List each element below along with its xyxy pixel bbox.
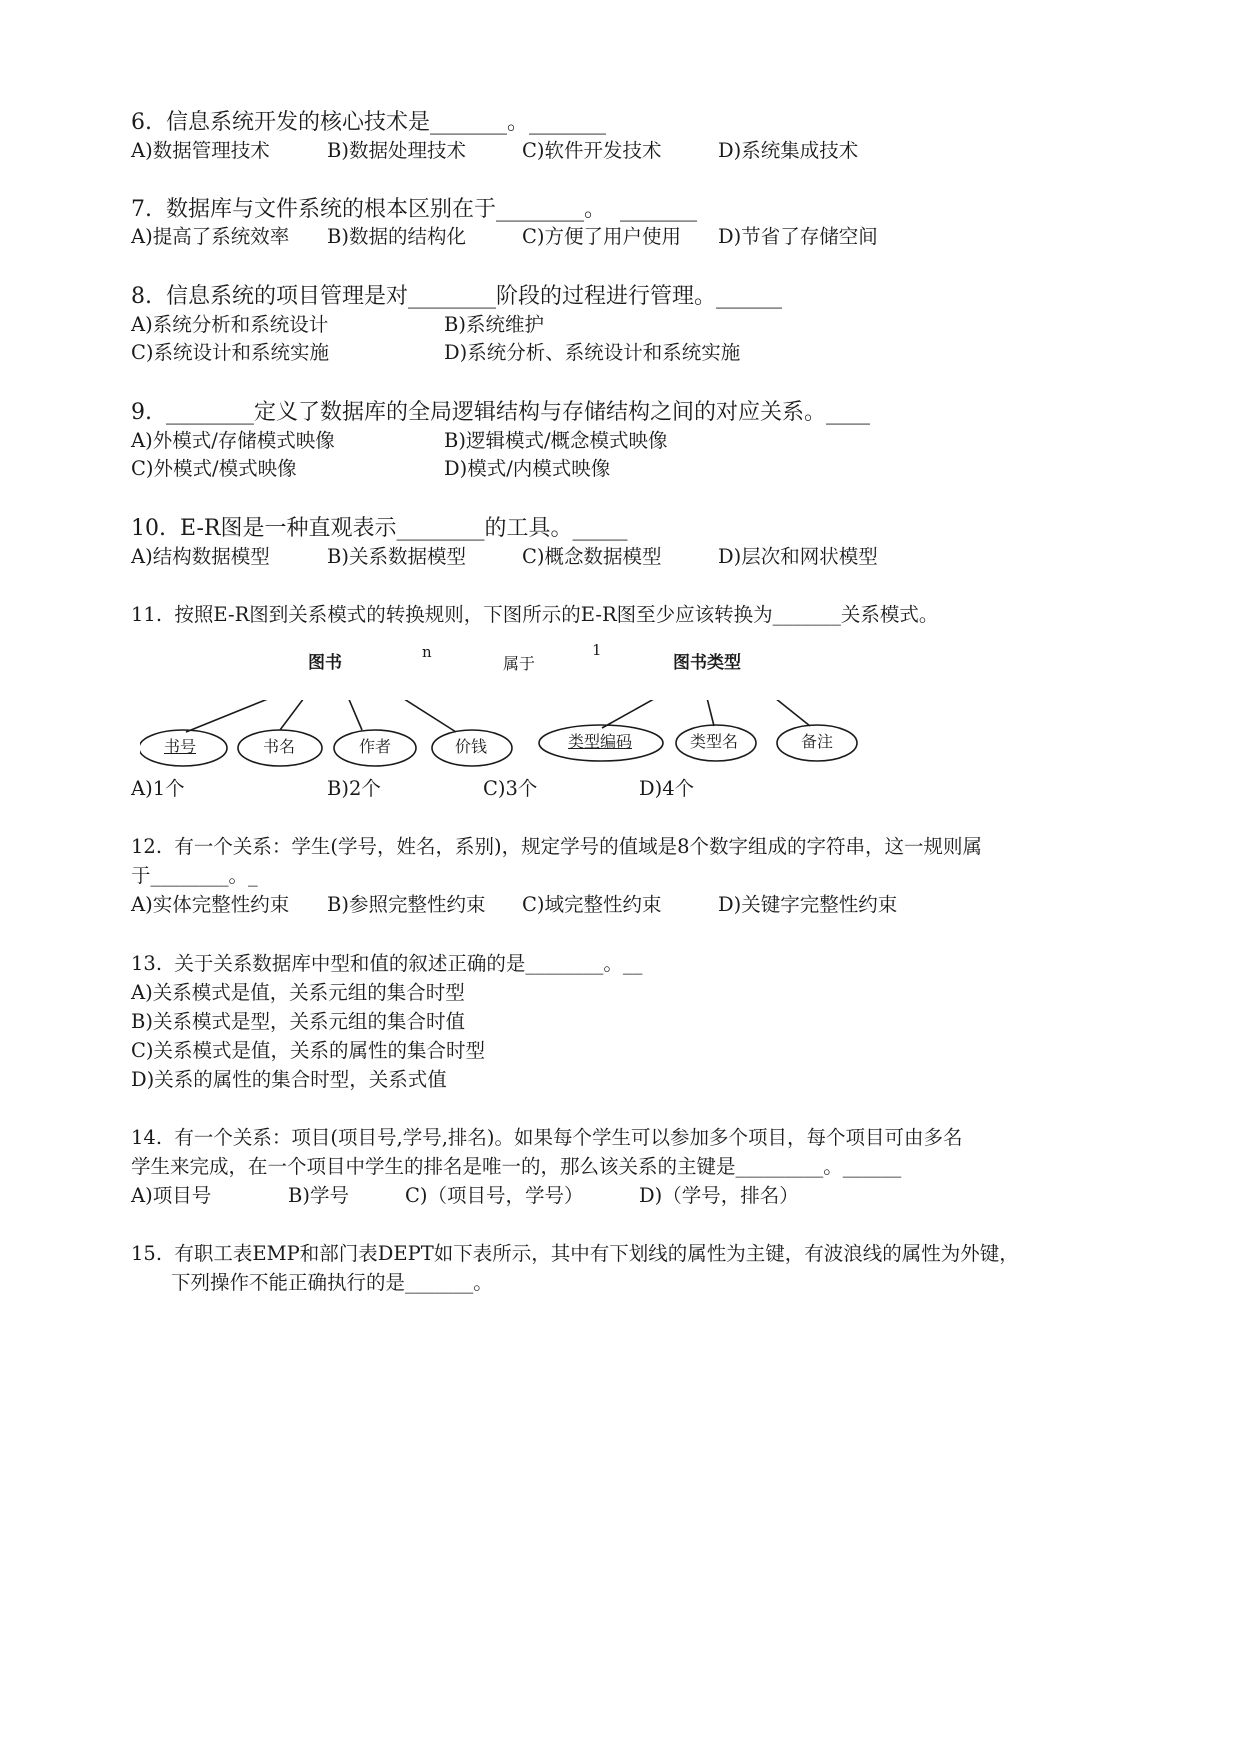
question-12-option-c: C)域完整性约束 xyxy=(522,893,662,916)
attribute-price: 价钱 xyxy=(455,737,488,756)
question-13-option-a: A)关系模式是值，关系元组的集合时型 xyxy=(131,981,465,1004)
question-10-option-b: B)关系数据模型 xyxy=(327,545,466,568)
question-7-option-a: A)提高了系统效率 xyxy=(131,225,290,248)
question-9-option-b: B)逻辑模式/概念模式映像 xyxy=(444,429,668,452)
question-10-option-c: C)概念数据模型 xyxy=(522,545,662,568)
question-13-stem: 13. 关于关系数据库中型和值的叙述正确的是________。__ xyxy=(131,952,643,975)
attribute-author: 作者 xyxy=(359,737,392,756)
relationship-label: 属于 xyxy=(503,654,536,673)
question-14-stem-line2: 学生来完成，在一个项目中学生的排名是唯一的，那么该关系的主键是_________。______ xyxy=(131,1155,902,1178)
question-11-option-b: B)2个 xyxy=(327,777,381,800)
question-10-stem: 10. E-R图是一种直观表示________的工具。_____ xyxy=(131,516,628,541)
cardinality-n: n xyxy=(422,643,432,661)
question-14-option-b: B)学号 xyxy=(288,1184,349,1207)
question-12-option-b: B)参照完整性约束 xyxy=(327,893,486,916)
question-8-stem: 8. 信息系统的项目管理是对________阶段的过程进行管理。______ xyxy=(131,284,782,309)
attribute-type-name: 类型名 xyxy=(690,732,739,751)
question-12-stem-line2: 于________。_ xyxy=(131,864,258,887)
question-10-option-d: D)层次和网状模型 xyxy=(718,545,878,568)
question-9-option-c: C)外模式/模式映像 xyxy=(131,457,297,480)
attribute-remark: 备注 xyxy=(801,732,834,751)
question-6-option-a: A)数据管理技术 xyxy=(131,139,270,162)
question-8-option-b: B)系统维护 xyxy=(444,313,544,336)
question-9-option-d: D)模式/内模式映像 xyxy=(444,457,611,480)
question-10-option-a: A)结构数据模型 xyxy=(131,545,270,568)
entity-book-label: 图书 xyxy=(308,653,342,673)
question-14-stem-line1: 14. 有一个关系：项目(项目号,学号,排名)。如果每个学生可以参加多个项目，每个项目可由多名 xyxy=(131,1126,963,1149)
question-14-option-d: D)（学号，排名） xyxy=(639,1184,799,1207)
attribute-type-code: 类型编码 xyxy=(568,732,633,751)
question-14-option-a: A)项目号 xyxy=(131,1184,212,1207)
question-11-stem: 11. 按照E-R图到关系模式的转换规则，下图所示的E-R图至少应该转换为_______关系模式。 xyxy=(131,603,939,626)
er-diagram xyxy=(140,700,870,780)
question-12-stem-line1: 12. 有一个关系：学生(学号，姓名，系别)，规定学号的值域是8个数字组成的字符串，这一规则属 xyxy=(131,835,983,858)
question-6-option-d: D)系统集成技术 xyxy=(718,139,859,162)
question-13-option-b: B)关系模式是型，关系元组的集合时值 xyxy=(131,1010,465,1033)
question-12-option-a: A)实体完整性约束 xyxy=(131,893,290,916)
entity-book-type-label: 图书类型 xyxy=(673,653,741,673)
cardinality-1: 1 xyxy=(592,641,602,659)
question-14-option-c: C)（项目号，学号） xyxy=(405,1184,584,1207)
question-11-option-c: C)3个 xyxy=(483,777,538,800)
question-6-stem: 6. 信息系统开发的核心技术是_______。_______ xyxy=(131,110,606,135)
question-7-option-d: D)节省了存储空间 xyxy=(718,225,878,248)
question-8-option-a: A)系统分析和系统设计 xyxy=(131,313,329,336)
question-6-option-c: C)软件开发技术 xyxy=(522,139,662,162)
question-8-option-d: D)系统分析、系统设计和系统实施 xyxy=(444,341,741,364)
question-7-stem: 7. 数据库与文件系统的根本区别在于________。 _______ xyxy=(131,197,697,222)
question-13-option-d: D)关系的属性的集合时型，关系式值 xyxy=(131,1068,447,1091)
question-7-option-b: B)数据的结构化 xyxy=(327,225,466,248)
question-9-option-a: A)外模式/存储模式映像 xyxy=(131,429,335,452)
question-13-option-c: C)关系模式是值，关系的属性的集合时型 xyxy=(131,1039,486,1062)
question-15-stem-line2: 下列操作不能正确执行的是_______。 xyxy=(171,1271,493,1294)
question-11-option-d: D)4个 xyxy=(639,777,695,800)
question-7-option-c: C)方便了用户使用 xyxy=(522,225,682,248)
question-8-option-c: C)系统设计和系统实施 xyxy=(131,341,330,364)
question-9-stem: 9. ________定义了数据库的全局逻辑结构与存储结构之间的对应关系。____ xyxy=(131,400,870,425)
question-12-option-d: D)关键字完整性约束 xyxy=(718,893,898,916)
attribute-book-id: 书号 xyxy=(164,737,197,756)
question-15-stem-line1: 15. 有职工表EMP和部门表DEPT如下表所示，其中有下划线的属性为主键，有波浪线的属性为外键， xyxy=(131,1242,1019,1265)
question-11-option-a: A)1个 xyxy=(131,777,185,800)
attribute-book-name: 书名 xyxy=(263,737,296,756)
question-6-option-b: B)数据处理技术 xyxy=(327,139,466,162)
